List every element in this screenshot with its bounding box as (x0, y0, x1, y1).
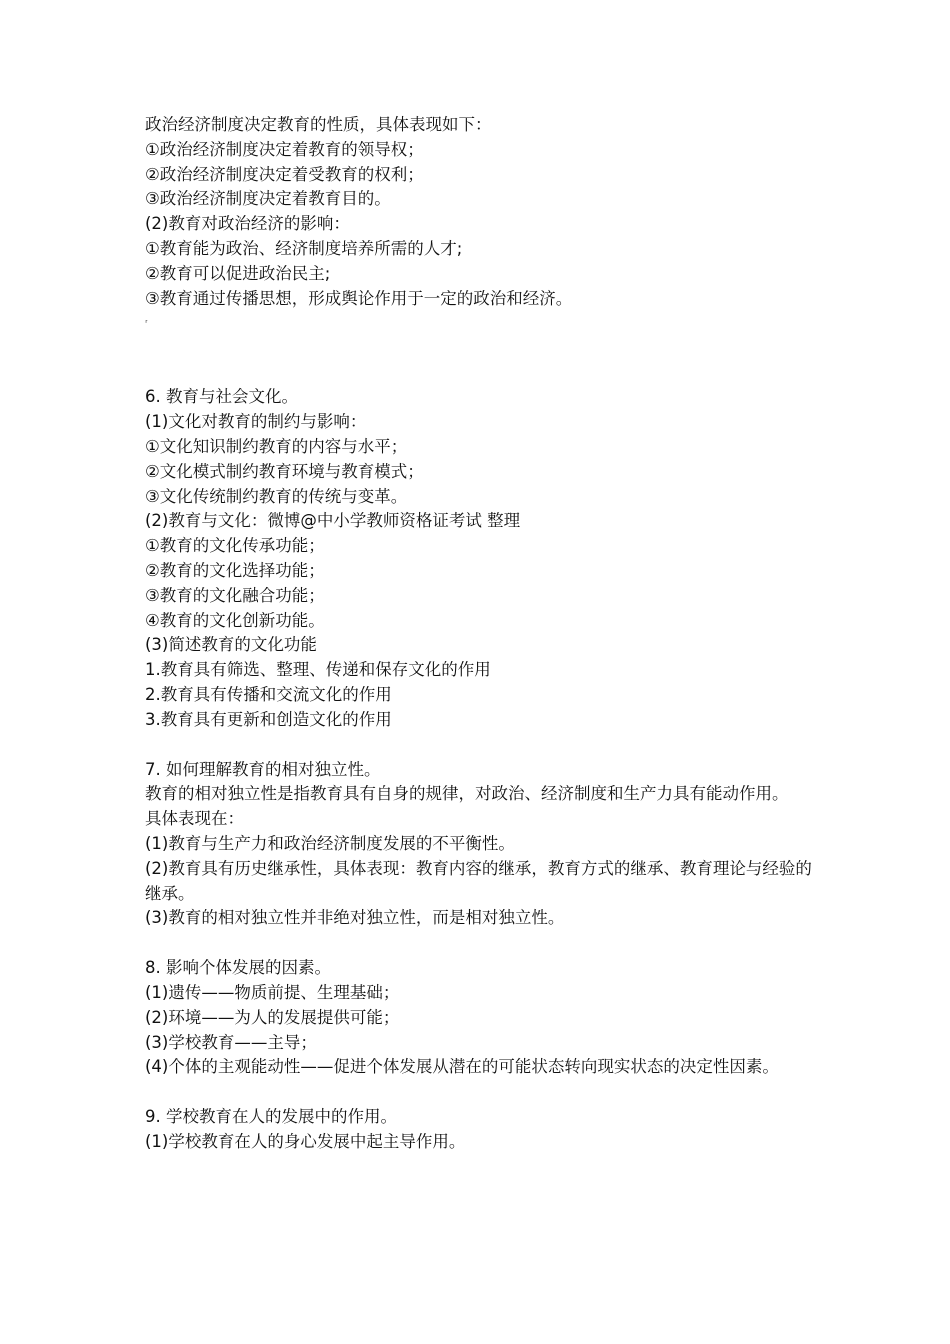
text-line: ①文化知识制约教育的内容与水平； (145, 436, 408, 456)
text-line: (3)简述教育的文化功能 (145, 635, 317, 655)
text-line: ②教育的文化选择功能； (145, 560, 325, 580)
text-line: (2)教育对政治经济的影响： (145, 214, 350, 234)
text-line: ③教育的文化融合功能； (145, 585, 325, 605)
text-line: (1)文化对教育的制约与影响： (145, 412, 367, 432)
section-relative-independence (145, 758, 815, 932)
text-line: ④教育的文化创新功能。 (145, 610, 325, 630)
text-line: (3)教育的相对独立性并非绝对独立性，而是相对独立性。 (145, 908, 565, 928)
text-line: (2)教育具有历史继承性，具体表现：教育内容的继承，教育方式的继承、教育理论与经验的继承。 (145, 858, 812, 903)
text-line: 政治经济制度决定教育的性质，具体表现如下： (145, 115, 492, 134)
spacer (145, 311, 815, 385)
text-line: (3)学校教育——主导； (145, 1032, 317, 1052)
text-line: ③教育通过传播思想，形成舆论作用于一定的政治和经济。 (145, 288, 573, 308)
text-line: ①教育的文化传承功能； (145, 536, 325, 556)
section-heading: 8. 影响个体发展的因素。 (145, 958, 331, 978)
text-line: (2)环境——为人的发展提供可能； (145, 1007, 400, 1027)
text-line: 教育的相对独立性是指教育具有自身的规律，对政治、经济制度和生产力具有能动作用。 (145, 784, 789, 804)
section-heading: 7. 如何理解教育的相对独立性。 (145, 759, 381, 779)
document-body (145, 113, 815, 1155)
text-line: ②文化模式制约教育环境与教育模式； (145, 461, 424, 481)
text-line: (1)遗传——物质前提、生理基础； (145, 982, 400, 1002)
text-line: (1)教育与生产力和政治经济制度发展的不平衡性。 (145, 833, 515, 853)
section-heading: 6. 教育与社会文化。 (145, 387, 298, 407)
text-line: ②政治经济制度决定着受教育的权利； (145, 164, 424, 184)
spacer (145, 733, 815, 758)
section-education-culture (145, 385, 815, 732)
spacer (145, 931, 815, 956)
text-line: ①教育能为政治、经济制度培养所需的人才; (145, 238, 463, 258)
text-line: (2)教育与文化：微博@中小学教师资格证考试 整理 (145, 511, 521, 531)
paragraph-mark-icon: ⸢ (145, 319, 149, 328)
text-line: 1.教育具有筛选、整理、传递和保存文化的作用 (145, 660, 491, 680)
text-line: 具体表现在： (145, 809, 244, 829)
section-politics-economy (145, 113, 815, 311)
section-school-education (145, 1105, 815, 1155)
section-heading: 9. 学校教育在人的发展中的作用。 (145, 1107, 397, 1127)
text-line: ③文化传统制约教育的传统与变革。 (145, 486, 408, 506)
spacer (145, 1080, 815, 1105)
text-line: ②教育可以促进政治民主; (145, 263, 331, 283)
text-line: (1)学校教育在人的身心发展中起主导作用。 (145, 1131, 466, 1151)
text-line: ③政治经济制度决定着教育目的。 (145, 189, 391, 209)
text-line: 2.教育具有传播和交流文化的作用 (145, 684, 392, 704)
text-line: ①政治经济制度决定着教育的领导权； (145, 139, 424, 159)
text-line: 3.教育具有更新和创造文化的作用 (145, 709, 392, 729)
section-individual-development (145, 956, 815, 1080)
text-line: (4)个体的主观能动性——促进个体发展从潜在的可能状态转向现实状态的决定性因素。 (145, 1057, 779, 1077)
